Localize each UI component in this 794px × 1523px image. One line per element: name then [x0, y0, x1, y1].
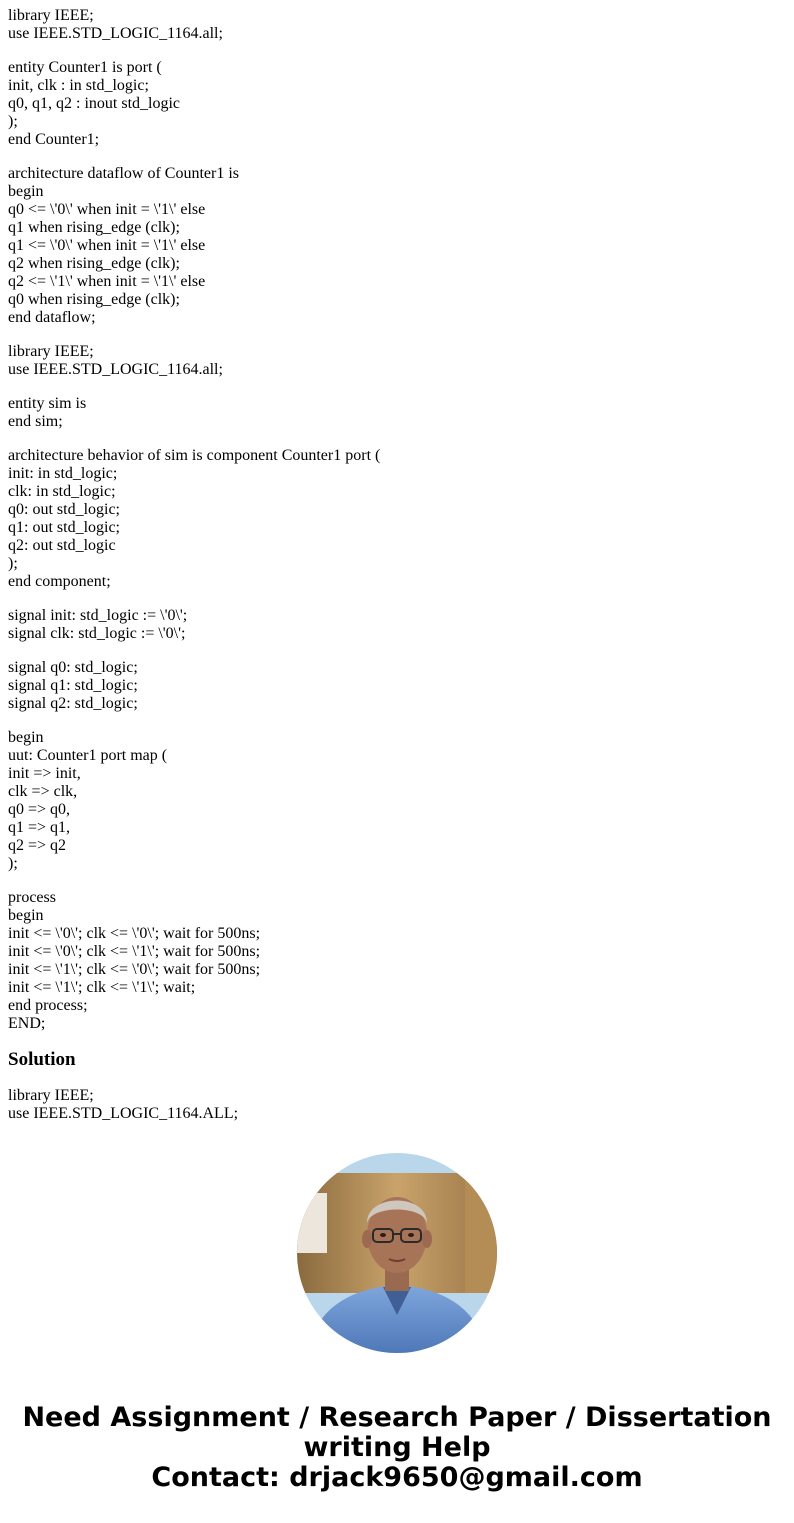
code-line: end process;	[8, 997, 88, 1014]
code-line: END;	[8, 1015, 46, 1032]
code-line: q0 <= \'0\' when init = \'1\' else	[8, 201, 206, 218]
promo-banner	[0, 1403, 794, 1493]
code-line: begin	[8, 907, 44, 924]
code-line: init <= \'0\'; clk <= \'1\'; wait for 500ns;	[8, 943, 261, 960]
code-line: uut: Counter1 port map (	[8, 747, 168, 764]
author-photo-avatar	[297, 1153, 497, 1353]
code-line: q0: out std_logic;	[8, 501, 120, 518]
document-content	[8, 7, 768, 1121]
code-line: );	[8, 113, 18, 130]
code-line: clk => clk,	[8, 783, 78, 800]
code-line: init, clk : in std_logic;	[8, 77, 149, 94]
code-line: init <= \'0\'; clk <= \'0\'; wait for 500ns;	[8, 925, 261, 942]
code-line: entity Counter1 is port (	[8, 59, 162, 76]
code-line: q2: out std_logic	[8, 537, 116, 554]
code-line: q1 when rising_edge (clk);	[8, 219, 180, 236]
code-line: end Counter1;	[8, 131, 100, 148]
code-paragraph	[8, 395, 768, 431]
code-line: q1 <= \'0\' when init = \'1\' else	[8, 237, 206, 254]
code-line: clk: in std_logic;	[8, 483, 116, 500]
code-line: init: in std_logic;	[8, 465, 118, 482]
section-heading: Solution	[8, 1049, 76, 1070]
code-line: begin	[8, 183, 44, 200]
code-paragraph	[8, 165, 768, 327]
promo-line: Need Assignment / Research Paper / Dissertation	[22, 1402, 772, 1433]
code-line: library IEEE;	[8, 1087, 94, 1104]
code-line: begin	[8, 729, 44, 746]
person-photo-icon	[297, 1153, 497, 1353]
promo-line: writing Help	[303, 1432, 491, 1463]
code-line: q0, q1, q2 : inout std_logic	[8, 95, 180, 112]
code-line: use IEEE.STD_LOGIC_1164.ALL;	[8, 1105, 239, 1121]
code-line: q0 => q0,	[8, 801, 71, 818]
code-paragraph	[8, 1087, 768, 1121]
code-line: library IEEE;	[8, 7, 94, 24]
code-line: q0 when rising_edge (clk);	[8, 291, 180, 308]
code-line: architecture behavior of sim is component Counter1 port (	[8, 447, 381, 464]
code-line: end component;	[8, 573, 111, 590]
code-paragraph	[8, 447, 768, 591]
code-line: use IEEE.STD_LOGIC_1164.all;	[8, 25, 223, 42]
code-line: use IEEE.STD_LOGIC_1164.all;	[8, 361, 223, 378]
code-line: architecture dataflow of Counter1 is	[8, 165, 240, 182]
code-line: init => init,	[8, 765, 81, 782]
code-paragraph	[8, 729, 768, 873]
code-paragraph	[8, 343, 768, 379]
code-line: q1 => q1,	[8, 819, 71, 836]
code-line: q2 => q2	[8, 837, 67, 854]
code-line: init <= \'1\'; clk <= \'0\'; wait for 500ns;	[8, 961, 261, 978]
code-line: );	[8, 855, 18, 872]
code-line: signal q2: std_logic;	[8, 695, 138, 712]
code-line: q1: out std_logic;	[8, 519, 120, 536]
code-line: );	[8, 555, 18, 572]
code-line: end sim;	[8, 413, 63, 430]
code-line: q2 <= \'1\' when init = \'1\' else	[8, 273, 206, 290]
contact-line: Contact: drjack9650@gmail.com	[151, 1462, 643, 1493]
code-line: signal init: std_logic := \'0\';	[8, 607, 188, 624]
code-line: q2 when rising_edge (clk);	[8, 255, 180, 272]
code-line: library IEEE;	[8, 343, 94, 360]
code-line: process	[8, 889, 56, 906]
code-paragraph	[8, 659, 768, 713]
code-line: signal q0: std_logic;	[8, 659, 138, 676]
code-line: init <= \'1\'; clk <= \'1\'; wait;	[8, 979, 196, 996]
code-line: end dataflow;	[8, 309, 96, 326]
code-line: signal clk: std_logic := \'0\';	[8, 625, 186, 642]
code-paragraph	[8, 59, 768, 149]
code-line: signal q1: std_logic;	[8, 677, 138, 694]
code-paragraph	[8, 7, 768, 43]
code-line: entity sim is	[8, 395, 87, 412]
code-paragraph	[8, 889, 768, 1033]
code-paragraph	[8, 607, 768, 643]
